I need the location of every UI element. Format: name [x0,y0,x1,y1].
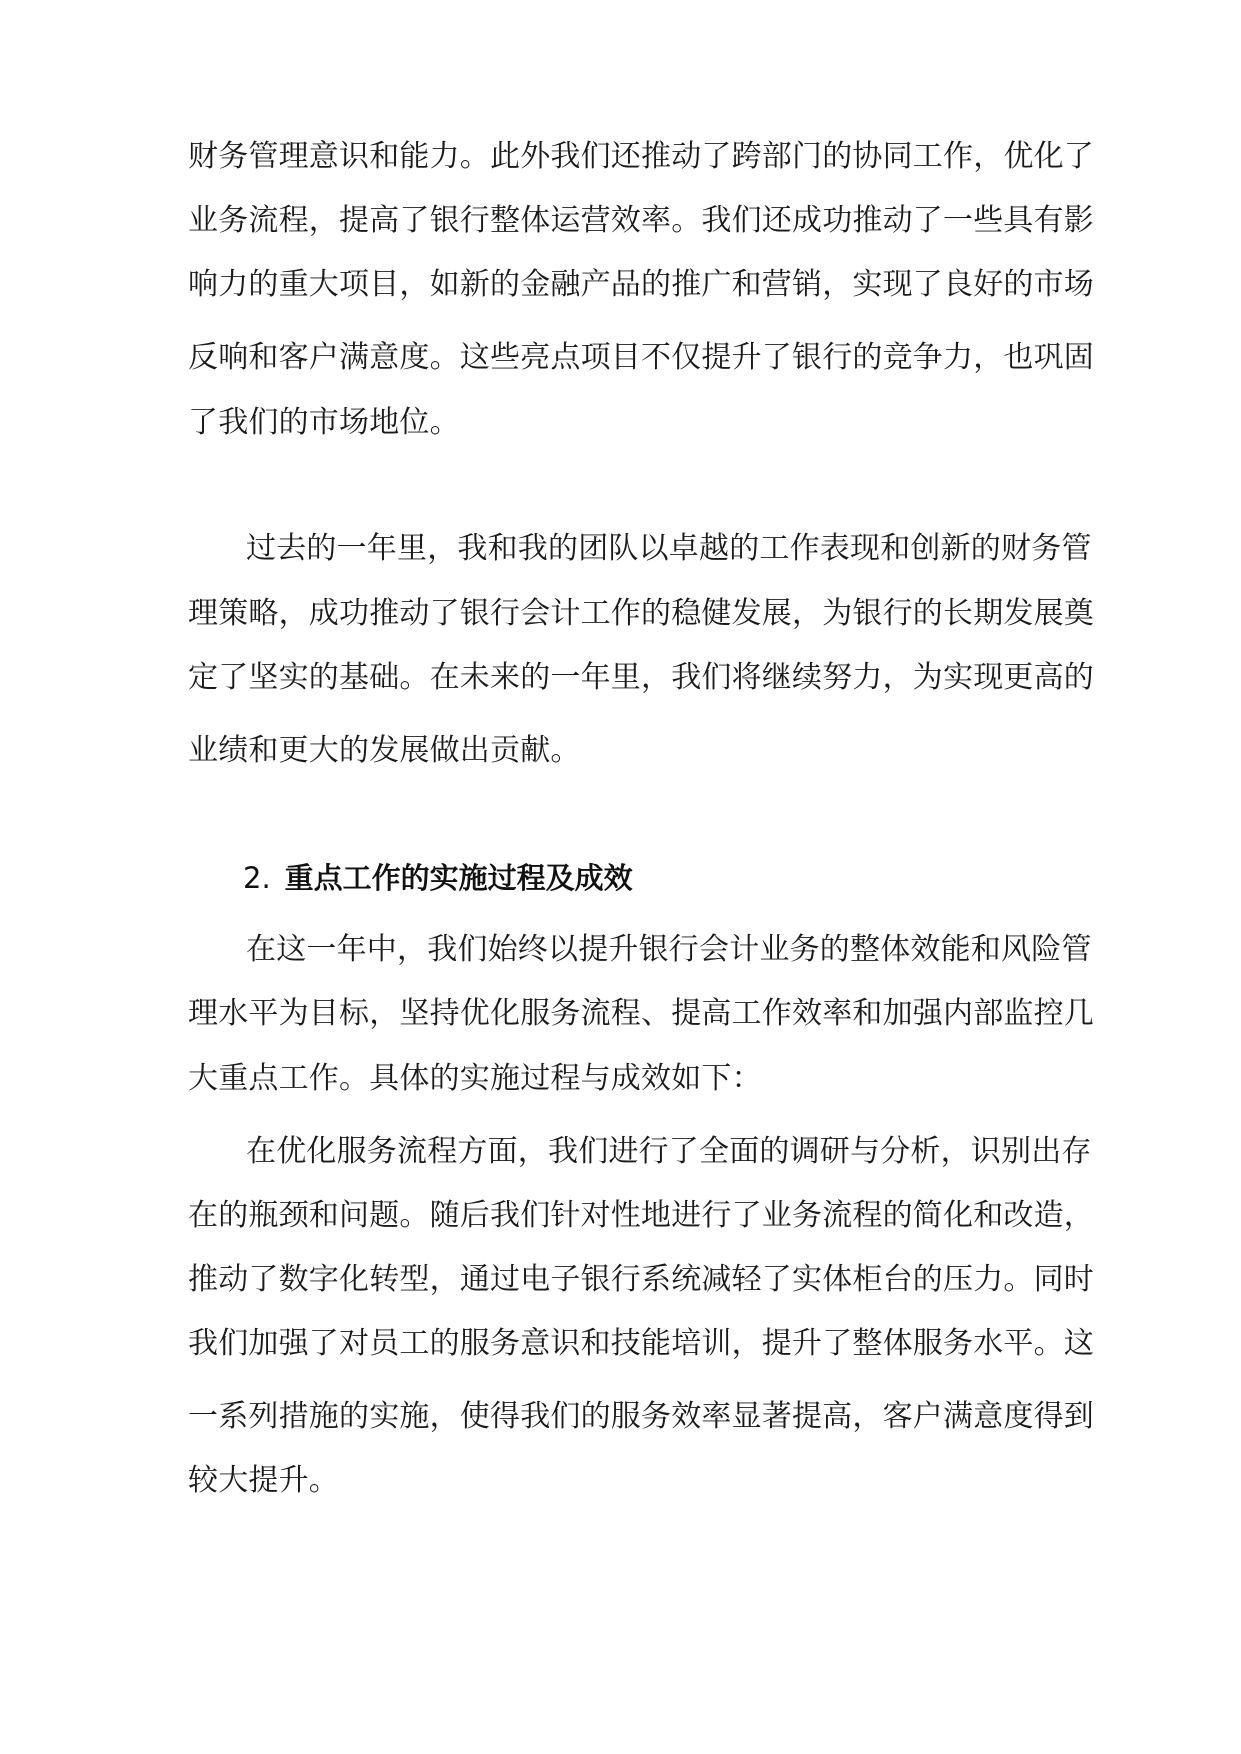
paragraph-line: 在这一年中，我们始终以提升银行会计业务的整体效能和风险管 [246,932,1092,967]
paragraph-line: 较大提升。 [188,1463,339,1498]
paragraph-line: 响力的重大项目，如新的金融产品的推广和营销，实现了良好的市场 [188,267,1094,302]
paragraph-line: 财务管理意识和能力。此外我们还推动了跨部门的协同工作，优化了 [188,139,1094,174]
paragraph-line: 了我们的市场地位。 [188,405,460,440]
paragraph-line: 业绩和更大的发展做出贡献。 [188,733,581,768]
paragraph-line: 理水平为目标，坚持优化服务流程、提高工作效率和加强内部监控几 [188,996,1094,1031]
paragraph-line: 反响和客户满意度。这些亮点项目不仅提升了银行的竞争力，也巩固 [188,340,1094,375]
paragraph-line: 过去的一年里，我和我的团队以卓越的工作表现和创新的财务管 [246,531,1092,566]
paragraph-line: 在的瓶颈和问题。随后我们针对性地进行了业务流程的简化和改造， [188,1198,1094,1233]
paragraph-line: 推动了数字化转型，通过电子银行系统减轻了实体柜台的压力。同时 [188,1262,1094,1297]
paragraph-line: 我们加强了对员工的服务意识和技能培训，提升了整体服务水平。这 [188,1326,1094,1361]
paragraph-line: 在优化服务流程方面，我们进行了全面的调研与分析，识别出存 [246,1134,1092,1169]
paragraph-line: 定了坚实的基础。在未来的一年里，我们将继续努力，为实现更高的 [188,660,1094,695]
section-title: 重点工作的实施过程及成效 [284,861,633,895]
paragraph-line: 大重点工作。具体的实施过程与成效如下： [188,1061,762,1096]
paragraph-line: 理策略，成功推动了银行会计工作的稳健发展，为银行的长期发展奠 [188,596,1094,631]
section-heading [243,858,633,898]
section-number: 2. [243,861,271,895]
paragraph-line: 一系列措施的实施，使得我们的服务效率显著提高，客户满意度得到 [188,1399,1094,1434]
paragraph-line: 业务流程，提高了银行整体运营效率。我们还成功推动了一些具有影 [188,203,1094,238]
